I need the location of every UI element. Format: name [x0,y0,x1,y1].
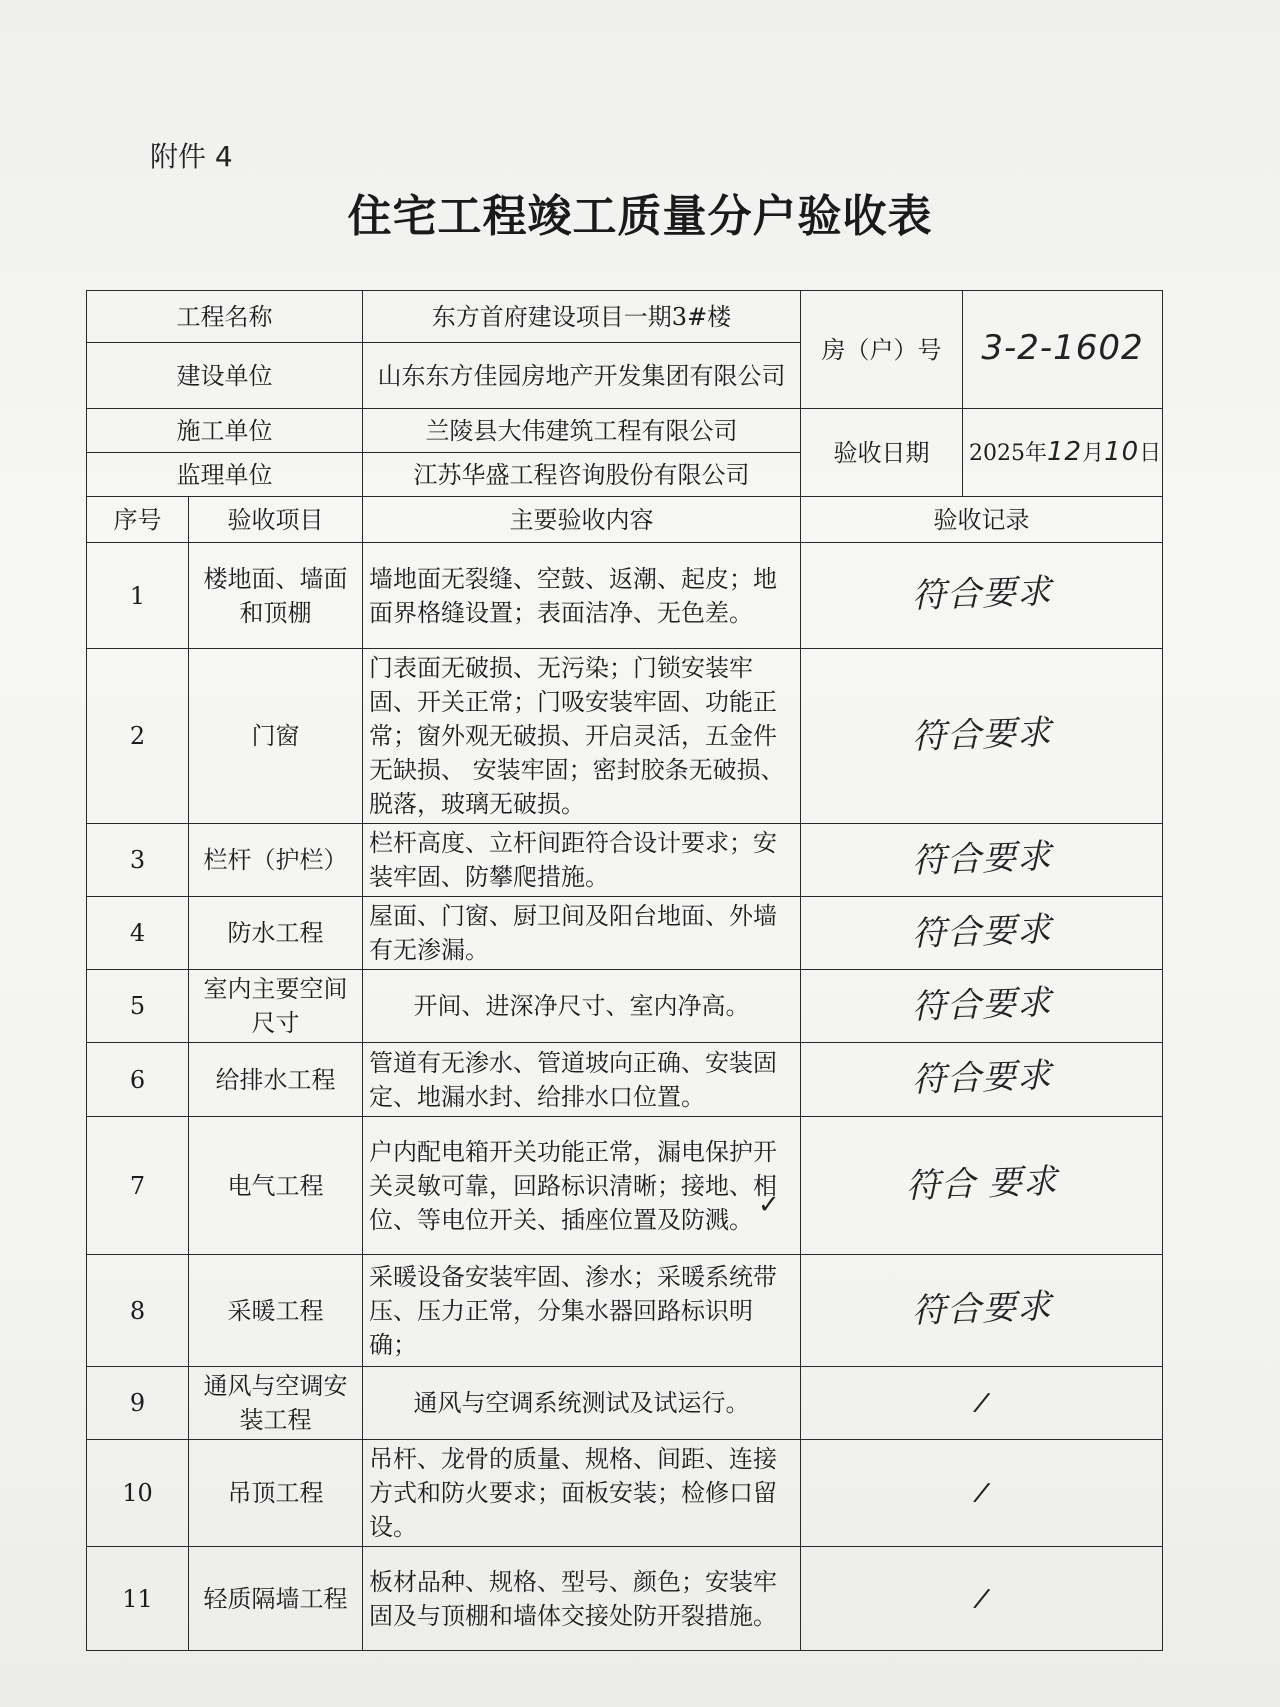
row-seq: 4 [87,897,189,970]
unit-no-value [963,291,1163,409]
table-row [87,1255,1163,1367]
row-record [801,1547,1163,1651]
row-record [801,1043,1163,1117]
row-seq: 7 [87,1117,189,1255]
acceptance-table [86,290,1163,1651]
table-row [87,1043,1163,1117]
header-row-contractor [87,409,1163,453]
row-item: 采暖工程 [189,1255,363,1367]
table-row [87,1547,1163,1651]
record-handwriting: 符合 要求 [904,1161,1059,1207]
unit-no-handwriting: 3-2-1602 [981,328,1144,368]
record-handwriting: 符合要求 [910,982,1053,1027]
supervisor-label: 监理单位 [87,453,363,497]
row-content: 门表面无破损、无污染；门锁安装牢固、开关正常；门吸安装牢固、功能正常；窗外观无破损、开启灵活，五金件无缺损、 安装牢固；密封胶条无破损、脱落，玻璃无破损。 [363,649,801,824]
table-row [87,897,1163,970]
supervisor-value: 江苏华盛工程咨询股份有限公司 [363,453,801,497]
row-record [801,824,1163,897]
contractor-value: 兰陵县大伟建筑工程有限公司 [363,409,801,453]
table-row [87,1440,1163,1547]
row-record [801,1117,1163,1255]
row-item: 栏杆（护栏） [189,824,363,897]
row-seq: 3 [87,824,189,897]
row-record [801,1440,1163,1547]
row-seq: 10 [87,1440,189,1547]
row-item: 轻质隔墙工程 [189,1547,363,1651]
row-record [801,1367,1163,1440]
developer-label: 建设单位 [87,343,363,409]
date-month-unit: 月 [1082,440,1105,466]
table-row [87,824,1163,897]
row-item: 门窗 [189,649,363,824]
row-item: 通风与空调安装工程 [189,1367,363,1440]
row-content: 屋面、门窗、厨卫间及阳台地面、外墙有无渗漏。 [363,897,801,970]
row-item: 楼地面、墙面和顶棚 [189,543,363,649]
date-value [963,409,1163,497]
date-month-handwriting: 12 [1047,436,1083,467]
date-day-unit: 日 [1139,440,1162,466]
column-header-row [87,497,1163,543]
table-row [87,970,1163,1043]
row-item: 吊顶工程 [189,1440,363,1547]
row-record [801,1255,1163,1367]
record-handwriting: / [973,1582,990,1615]
row-item: 电气工程 [189,1117,363,1255]
row-content: 栏杆高度、立杆间距符合设计要求；安装牢固、防攀爬措施。 [363,824,801,897]
date-day-handwriting: 10 [1104,436,1140,467]
row-seq: 6 [87,1043,189,1117]
unit-no-label: 房（户）号 [801,291,963,409]
row-item: 防水工程 [189,897,363,970]
row-seq: 2 [87,649,189,824]
table-row [87,543,1163,649]
record-handwriting: 符合要求 [910,1286,1053,1332]
col-seq-header: 序号 [87,497,189,543]
record-handwriting: 符合要求 [910,571,1053,617]
row-seq: 5 [87,970,189,1043]
row-seq: 1 [87,543,189,649]
record-handwriting: / [973,1387,990,1419]
row-record [801,897,1163,970]
row-record [801,649,1163,824]
record-handwriting: 符合要求 [910,836,1053,881]
attachment-label: 附件 4 [150,140,233,173]
contractor-label: 施工单位 [87,409,363,453]
record-handwriting: 符合要求 [910,909,1053,954]
date-year: 2025年 [969,440,1047,466]
row-content: 户内配电箱开关功能正常，漏电保护开关灵敏可靠，回路标识清晰；接地、相位、等电位开关、插座位置及防溅。 [363,1117,801,1255]
header-row-project [87,291,1163,343]
table-row [87,1117,1163,1255]
col-content-header: 主要验收内容 [363,497,801,543]
form-title: 住宅工程竣工质量分户验收表 [347,191,933,242]
row-seq: 9 [87,1367,189,1440]
row-content: 吊杆、龙骨的质量、规格、间距、连接方式和防火要求；面板安装；检修口留设。 [363,1440,801,1547]
developer-value: 山东东方佳园房地产开发集团有限公司 [363,343,801,409]
row-record [801,970,1163,1043]
record-handwriting: 符合要求 [910,712,1053,757]
project-name-value: 东方首府建设项目一期3#楼 [363,291,801,343]
row-content: 墙地面无裂缝、空鼓、返潮、起皮；地面界格缝设置；表面洁净、无色差。 [363,543,801,649]
record-handwriting: / [973,1477,990,1509]
row-seq: 8 [87,1255,189,1367]
row-seq: 11 [87,1547,189,1651]
row-content: 管道有无渗水、管道坡向正确、安装固定、地漏水封、给排水口位置。 [363,1043,801,1117]
col-item-header: 验收项目 [189,497,363,543]
row-record [801,543,1163,649]
row-content: 板材品种、规格、型号、颜色；安装牢固及与顶棚和墙体交接处防开裂措施。 [363,1547,801,1651]
row-item: 给排水工程 [189,1043,363,1117]
check-mark-icon: ✓ [758,1190,780,1220]
row-content: 通风与空调系统测试及试运行。 [363,1367,801,1440]
date-label: 验收日期 [801,409,963,497]
table-row [87,1367,1163,1440]
row-content: 采暖设备安装牢固、渗水；采暖系统带压、压力正常，分集水器回路标识明确； [363,1255,801,1367]
project-name-label: 工程名称 [87,291,363,343]
table-row [87,649,1163,824]
col-record-header: 验收记录 [801,497,1163,543]
row-content: 开间、进深净尺寸、室内净高。 [363,970,801,1043]
row-item: 室内主要空间尺寸 [189,970,363,1043]
record-handwriting: 符合要求 [910,1055,1053,1101]
